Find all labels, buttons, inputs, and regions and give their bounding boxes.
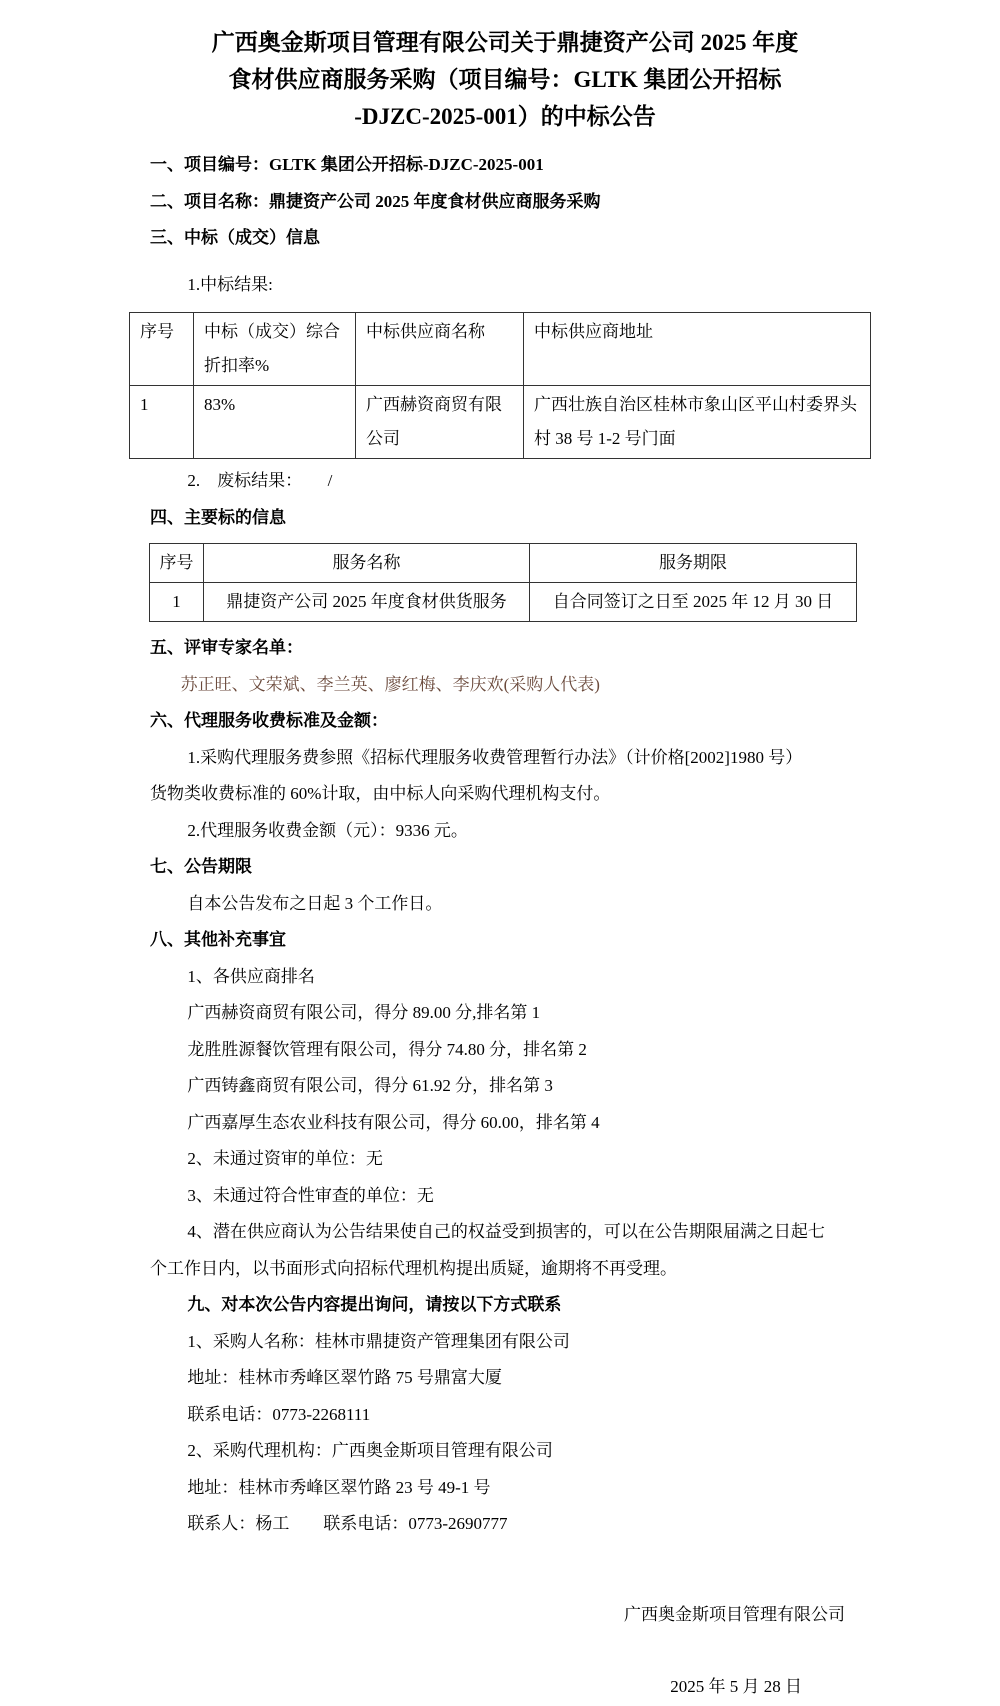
agency-name: 2、采购代理机构：广西奥金斯项目管理有限公司 [187, 1441, 553, 1460]
award-header-address: 中标供应商地址 [524, 313, 871, 386]
ranking-item-3: 广西铸鑫商贸有限公司，得分 61.92 分，排名第 3 [187, 1076, 553, 1095]
section-4-heading: 四、主要标的信息 [150, 507, 286, 527]
title-line-3: -DJZC-2025-001）的中标公告 [354, 104, 656, 129]
no-qualification-fail-item: 2、未通过资审的单位：无 [187, 1149, 383, 1168]
section-8-heading: 八、其他补充事宜 [150, 930, 286, 949]
award-result-table [129, 312, 871, 459]
section-2-heading: 二、项目名称：鼎捷资产公司 2025 年度食材供应商服务采购 [150, 191, 601, 211]
subject-header-term: 服务期限 [530, 544, 857, 583]
award-cell-supplier: 广西赫资商贸有限公司 [356, 386, 524, 459]
objection-line-1: 4、潜在供应商认为公告结果使自己的权益受到损害的，可以在公告期限届满之日起七 [187, 1222, 825, 1241]
subject-cell-seq: 1 [150, 583, 204, 622]
award-header-seq: 序号 [130, 313, 194, 386]
document-title [130, 24, 880, 135]
section-1-heading: 一、项目编号：GLTK 集团公开招标-DJZC-2025-001 [150, 155, 544, 174]
award-result-label: 1.中标结果: [187, 274, 273, 294]
purchaser-phone: 联系电话：0773-2268111 [187, 1404, 371, 1424]
objection-line-2: 个工作日内，以书面形式向招标代理机构提出质疑，逾期将不再受理。 [150, 1258, 677, 1278]
title-line-2: 食材供应商服务采购（项目编号：GLTK 集团公开招标 [228, 67, 782, 92]
purchaser-name: 1、采购人名称：桂林市鼎捷资产管理集团有限公司 [187, 1331, 570, 1351]
fee-amount-paragraph: 2.代理服务收费金额（元）：9336 元。 [187, 820, 468, 840]
fee-standard-paragraph [150, 740, 860, 813]
ranking-item-2: 龙胜胜源餐饮管理有限公司，得分 74.80 分，排名第 2 [187, 1039, 587, 1059]
award-table-header-row [130, 313, 871, 386]
subject-header-seq: 序号 [150, 544, 204, 583]
section-7-heading: 七、公告期限 [150, 857, 252, 876]
title-line-1: 广西奥金斯项目管理有限公司关于鼎捷资产公司 2025 年度 [211, 30, 799, 55]
award-header-discount: 中标（成交）综合折扣率% [194, 313, 356, 386]
section-9-heading: 九、对本次公告内容提出询问，请按以下方式联系 [187, 1295, 562, 1314]
agency-address: 地址：桂林市秀峰区翠竹路 23 号 49-1 号 [187, 1477, 491, 1497]
subject-table-data-row [150, 583, 857, 622]
purchaser-address: 地址：桂林市秀峰区翠竹路 75 号鼎富大厦 [187, 1368, 502, 1387]
subject-cell-service: 鼎捷资产公司 2025 年度食材供货服务 [204, 583, 530, 622]
issue-date: 2025 年 5 月 28 日 [670, 1677, 802, 1696]
fail-result-label: 2. 废标结果： / [187, 471, 333, 490]
award-cell-address: 广西壮族自治区桂林市象山区平山村委界头村 38 号 1-2 号门面 [524, 386, 871, 459]
subject-header-service: 服务名称 [204, 544, 530, 583]
subject-table-header-row [150, 544, 857, 583]
subject-info-table [149, 543, 857, 622]
announcement-period-paragraph: 自本公告发布之日起 3 个工作日。 [187, 893, 443, 913]
subject-cell-term: 自合同签订之日至 2025 年 12 月 30 日 [530, 583, 857, 622]
expert-list: 苏正旺、文荣斌、李兰英、廖红梅、李庆欢(采购人代表) [180, 674, 600, 694]
objection-paragraph [150, 1214, 860, 1287]
supplier-ranking-label: 1、各供应商排名 [187, 966, 315, 986]
fee-standard-line-2: 货物类收费标准的 60%计取，由中标人向采购代理机构支付。 [150, 784, 611, 803]
issuer-signature: 广西奥金斯项目管理有限公司 [624, 1604, 845, 1624]
no-conformity-fail-item: 3、未通过符合性审查的单位：无 [187, 1185, 434, 1205]
agency-contact: 联系人：杨工 联系电话：0773-2690777 [187, 1514, 508, 1533]
award-table-data-row [130, 386, 871, 459]
award-header-supplier: 中标供应商名称 [356, 313, 524, 386]
section-3-heading: 三、中标（成交）信息 [150, 228, 320, 247]
fee-standard-line-1: 1.采购代理服务费参照《招标代理服务收费管理暂行办法》（计价格[2002]1980 号） [187, 747, 803, 767]
award-cell-discount: 83% [194, 386, 356, 459]
section-5-heading: 五、评审专家名单： [150, 638, 303, 657]
ranking-item-4: 广西嘉厚生态农业科技有限公司，得分 60.00，排名第 4 [187, 1112, 600, 1132]
ranking-item-1: 广西赫资商贸有限公司，得分 89.00 分,排名第 1 [187, 1003, 541, 1022]
award-cell-seq: 1 [130, 386, 194, 459]
section-6-heading: 六、代理服务收费标准及金额： [150, 711, 388, 730]
